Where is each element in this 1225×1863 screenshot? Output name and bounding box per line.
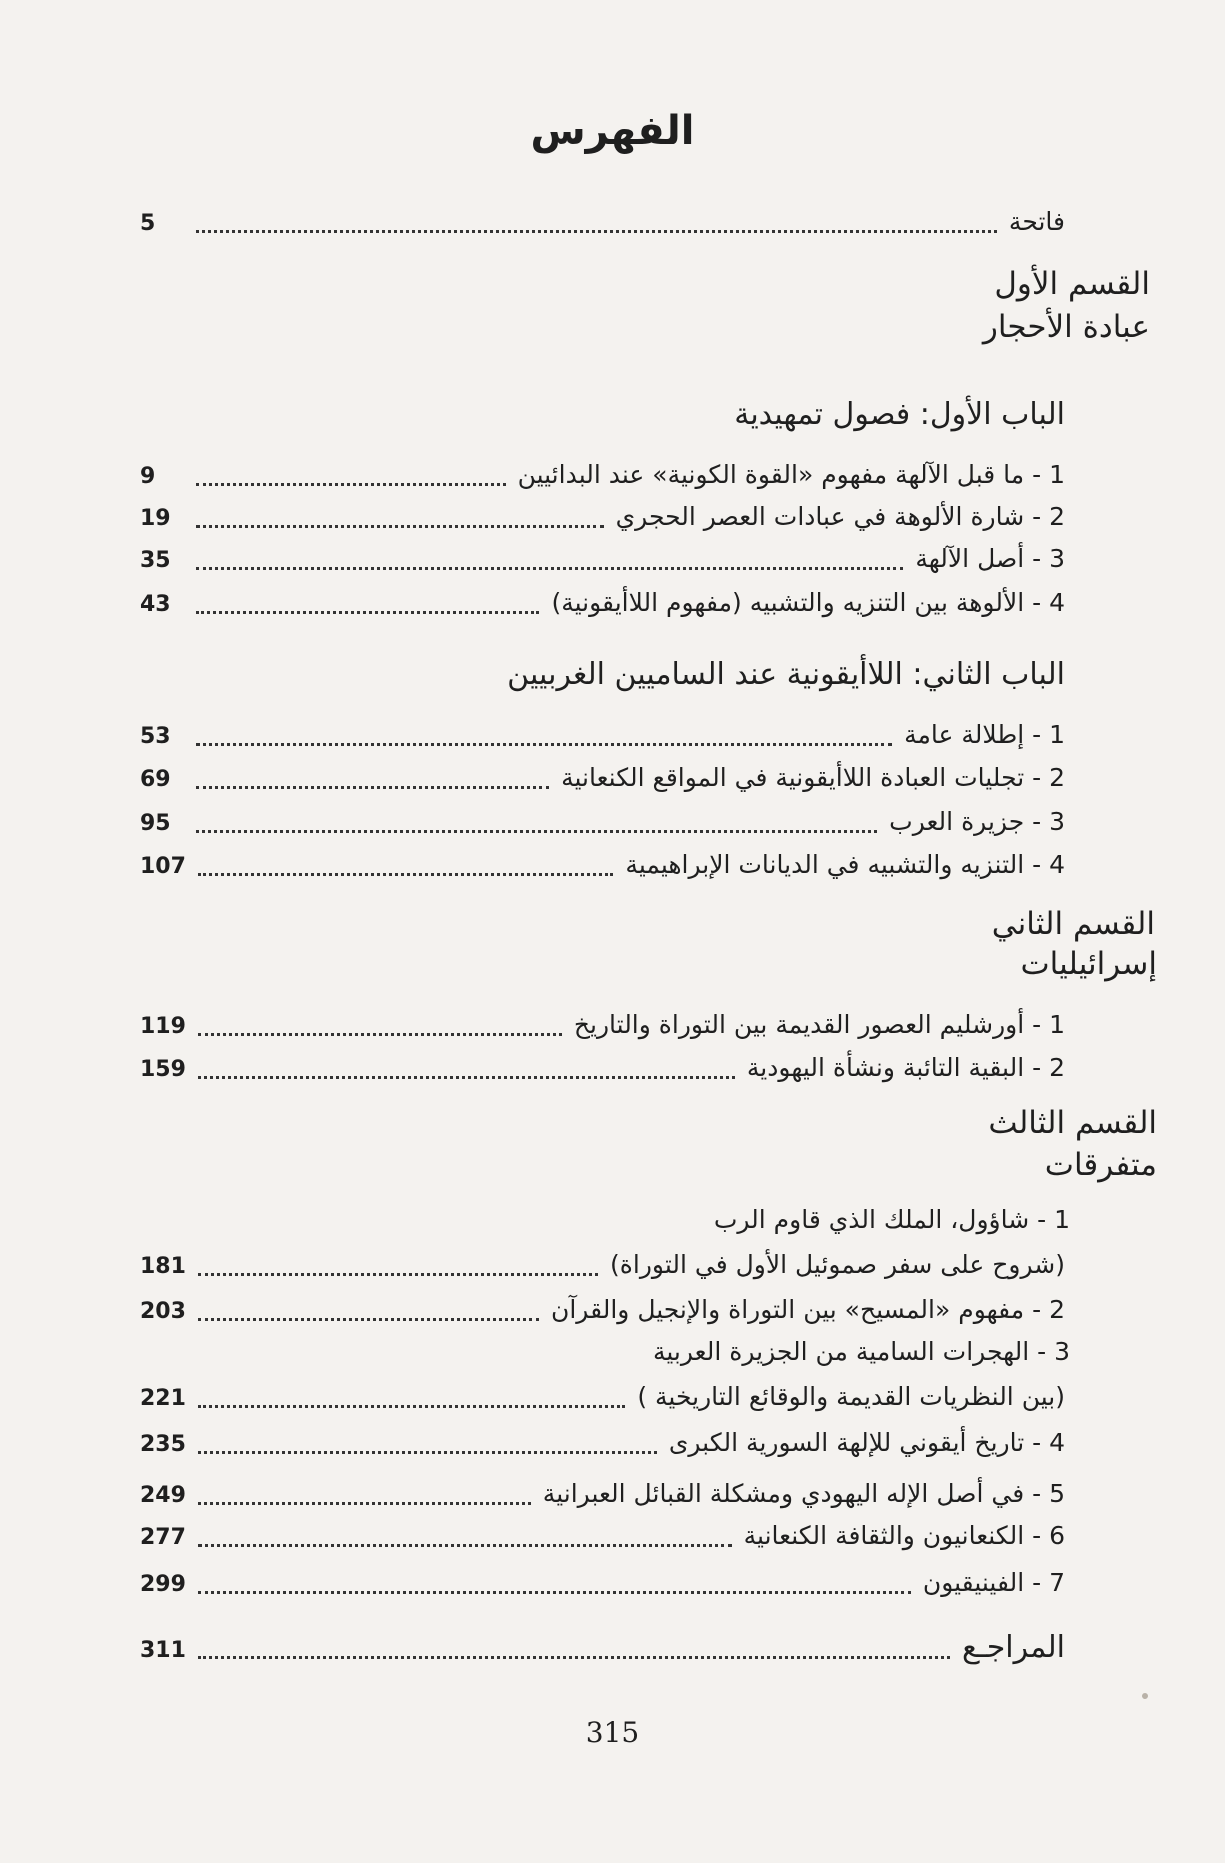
paper-speck	[1142, 1693, 1148, 1699]
entry-page: 159	[140, 1057, 186, 1082]
leader-dots	[196, 523, 604, 528]
entry-page: 249	[140, 1483, 186, 1508]
entry-label: 6 - الكنعانيون والثقافة الكنعانية	[743, 1521, 1065, 1550]
toc-entry	[140, 845, 1065, 885]
toc-entry	[140, 1048, 1065, 1088]
part-title: القسم الأول	[994, 266, 1150, 302]
leader-dots	[198, 1403, 625, 1408]
toc-entry	[140, 1474, 1065, 1514]
toc-entry-references	[140, 1628, 1065, 1668]
entry-page: 107	[140, 854, 186, 879]
leader-dots	[198, 1074, 735, 1079]
toc-entry	[140, 1245, 1065, 1285]
entry-page: 119	[140, 1014, 186, 1039]
leader-dots	[198, 1271, 598, 1276]
leader-dots	[198, 1449, 657, 1454]
entry-label: (بين النظريات القديمة والوقائع التاريخية )	[637, 1382, 1065, 1411]
part-title: القسم الثاني	[991, 906, 1155, 942]
toc-entry	[140, 1290, 1065, 1330]
entry-page: 19	[140, 506, 171, 531]
entry-page: 235	[140, 1432, 186, 1457]
entry-page: 35	[140, 548, 171, 573]
leader-dots	[198, 1589, 911, 1594]
entry-page: 277	[140, 1525, 186, 1550]
leader-dots	[196, 784, 549, 789]
leader-dots	[196, 228, 997, 233]
chapter-title: الباب الأول: فصول تمهيدية	[734, 397, 1065, 432]
entry-label: 3 - جزيرة العرب	[889, 807, 1065, 836]
page-number: 315	[585, 1716, 640, 1749]
entry-label: 7 - الفينيقيون	[922, 1568, 1065, 1597]
toc-entry	[140, 455, 1065, 495]
page-title: الفهرس	[530, 108, 695, 154]
entry-label: 2 - تجليات العبادة اللاأيقونية في المواقع الكنعانية	[561, 763, 1065, 792]
part-subtitle: عبادة الأحجار	[982, 309, 1150, 345]
toc-entry	[140, 1005, 1065, 1045]
entry-label: 1 - أورشليم العصور القديمة بين التوراة والتاريخ	[573, 1010, 1065, 1039]
toc-entry-line: 1 - شاؤول، الملك الذي قاوم الرب	[713, 1205, 1070, 1234]
entry-label: 4 - الألوهة بين التنزيه والتشبيه (مفهوم اللاأيقونية)	[551, 588, 1065, 617]
toc-entry	[140, 583, 1065, 623]
part-title: القسم الثالث	[988, 1105, 1157, 1141]
entry-page: 53	[140, 724, 171, 749]
entry-label: 4 - تاريخ أيقوني للإلهة السورية الكبرى	[668, 1428, 1065, 1457]
toc-entry-front	[140, 202, 1065, 242]
entry-page: 299	[140, 1572, 186, 1597]
toc-entry-line: 3 - الهجرات السامية من الجزيرة العربية	[652, 1337, 1070, 1366]
part-subtitle: متفرقات	[1044, 1147, 1157, 1183]
entry-label: 5 - في أصل الإله اليهودي ومشكلة القبائل العبرانية	[542, 1479, 1065, 1508]
entry-label: 1 - ما قبل الآلهة مفهوم «القوة الكونية» عند البدائيين	[517, 460, 1065, 489]
leader-dots	[198, 1500, 531, 1505]
entry-page: 181	[140, 1254, 186, 1279]
toc-entry	[140, 539, 1065, 579]
leader-dots	[198, 1542, 732, 1547]
toc-entry	[140, 1423, 1065, 1463]
toc-entry	[140, 497, 1065, 537]
leader-dots	[198, 1654, 950, 1659]
toc-entry	[140, 802, 1065, 842]
entry-label: 2 - البقية التائبة ونشأة اليهودية	[746, 1053, 1065, 1082]
leader-dots	[196, 609, 539, 614]
entry-label: 2 - شارة الألوهة في عبادات العصر الحجري	[615, 502, 1065, 531]
entry-page: 221	[140, 1386, 186, 1411]
leader-dots	[196, 565, 903, 570]
entry-label: 3 - أصل الآلهة	[915, 544, 1065, 573]
toc-entry	[140, 1516, 1065, 1556]
entry-label: 1 - إطلالة عامة	[904, 720, 1065, 749]
toc-entry	[140, 715, 1065, 755]
toc-entry	[140, 1563, 1065, 1603]
entry-page: 95	[140, 811, 171, 836]
entry-page: 69	[140, 767, 171, 792]
toc-entry	[140, 1377, 1065, 1417]
entry-page: 9	[140, 464, 156, 489]
entry-label: المراجـع	[961, 1630, 1065, 1665]
leader-dots	[196, 828, 877, 833]
leader-dots	[198, 871, 613, 876]
entry-page: 43	[140, 592, 171, 617]
leader-dots	[196, 481, 506, 486]
entry-page: 5	[140, 211, 156, 236]
entry-label: 2 - مفهوم «المسيح» بين التوراة والإنجيل والقرآن	[550, 1295, 1065, 1324]
entry-label: فاتحة	[1008, 207, 1065, 236]
entry-page: 311	[140, 1638, 186, 1663]
leader-dots	[198, 1316, 539, 1321]
chapter-title: الباب الثاني: اللاأيقونية عند الساميين الغربيين	[507, 657, 1065, 692]
toc-entry	[140, 758, 1065, 798]
entry-label: (شروح على سفر صموئيل الأول في التوراة)	[610, 1250, 1065, 1279]
entry-label: 4 - التنزيه والتشبيه في الديانات الإبراهيمية	[625, 850, 1065, 879]
entry-page: 203	[140, 1299, 186, 1324]
leader-dots	[196, 741, 892, 746]
leader-dots	[198, 1031, 562, 1036]
part-subtitle: إسرائيليات	[1020, 946, 1157, 982]
